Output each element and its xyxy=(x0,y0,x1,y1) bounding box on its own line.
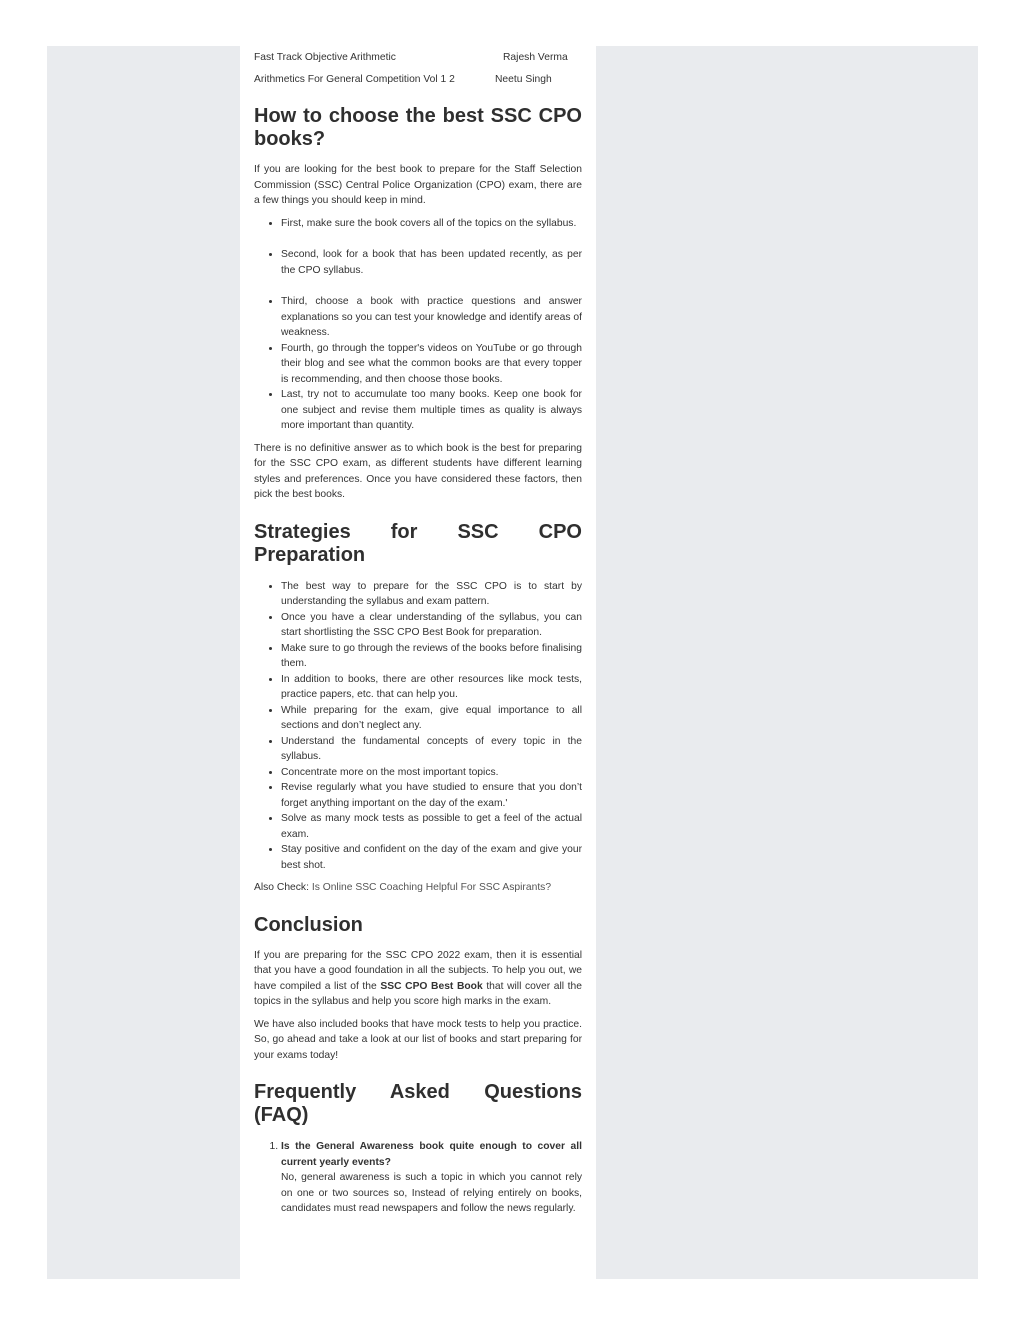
article-content xyxy=(240,46,596,1279)
book-title: Arithmetics For General Competition Vol 1 2 xyxy=(254,73,455,85)
choose-outro: There is no definitive answer as to which book is the best for preparing for the SSC CPO exam, as different students have different learning styles and preferences. Once you have considered these factors, then pick the best books. xyxy=(254,442,582,500)
faq-answer: No, general awareness is such a topic in which you cannot rely on one or two sources so, Instead of relying entirely on books, candidates must read newspapers and follow the news regularly. xyxy=(281,1172,582,1214)
choose-intro: If you are looking for the best book to prepare for the Staff Selection Commission (SSC) Central Police Organization (CPO) exam, there are a few things you should keep in mind. xyxy=(254,164,582,206)
list-item: • The best way to prepare for the SSC CPO is to start by understanding the syllabus and exam pattern. xyxy=(281,579,582,610)
book-title: Fast Track Objective Arithmetic xyxy=(254,51,396,63)
conclusion-text: If you are preparing for the SSC CPO 2022 exam, then it is essential that you have a good foundation in all the subjects. To help you out, we have compiled a list of the xyxy=(254,949,582,992)
conclusion-text: that will cover all the topics in the syllabus and help you score high marks in the exam. xyxy=(254,980,582,1007)
list-item: • Understand the fundamental concepts of every topic in the syllabus. xyxy=(281,734,582,765)
list-item: • Stay positive and confident on the day of the exam and give your best shot. xyxy=(281,842,582,873)
list-item: • Second, look for a book that has been updated recently, as per the CPO syllabus. xyxy=(281,247,582,278)
list-item: • Last, try not to accumulate too many books. Keep one book for one subject and revise them multiple times as quality is always more important than quantity. xyxy=(281,387,582,434)
book-author: Rajesh Verma xyxy=(503,51,568,63)
choose-heading: How to choose the best SSC CPO books? xyxy=(254,105,582,150)
list-item: • Revise regularly what you have studied to ensure that you don’t forget anything important on the day of the exam.' xyxy=(281,780,582,811)
conclusion-paragraph-1 xyxy=(254,948,582,1010)
list-item: • Fourth, go through the topper's videos on YouTube or go through their blog and see what the common books are that every topper is recommending, and then choose those books. xyxy=(281,341,582,388)
list-item: • Once you have a clear understanding of the syllabus, you can start shortlisting the SSC CPO Best Book for preparation. xyxy=(281,610,582,641)
faq-list xyxy=(254,1139,582,1217)
faq-heading: Frequently Asked Questions (FAQ) xyxy=(254,1081,582,1126)
book-author: Neetu Singh xyxy=(495,73,552,85)
also-check xyxy=(254,880,582,896)
list-item: • First, make sure the book covers all of the topics on the syllabus. xyxy=(281,216,582,232)
book-table-row xyxy=(254,68,582,90)
strategies-heading: Strategies for SSC CPO Preparation xyxy=(254,520,582,566)
list-item: • Concentrate more on the most important topics. xyxy=(281,765,582,781)
conclusion-bold-text: SSC CPO Best Book xyxy=(380,980,483,992)
also-check-link[interactable]: Is Online SSC Coaching Helpful For SSC Aspirants? xyxy=(311,882,552,893)
conclusion-paragraph-2: We have also included books that have mock tests to help you practice. So, go ahead and take a look at our list of books and start preparing for your exams today! xyxy=(254,1018,582,1061)
list-item: • Make sure to go through the reviews of the books before finalising them. xyxy=(281,641,582,672)
list-item: • In addition to books, there are other resources like mock tests, practice papers, etc. that can help you. xyxy=(281,672,582,703)
also-check-label: Also Check: xyxy=(254,882,309,893)
list-item: • While preparing for the exam, give equal importance to all sections and don’t neglect any. xyxy=(281,703,582,734)
strategies-list xyxy=(254,579,582,874)
list-item: • Solve as many mock tests as possible to get a feel of the actual exam. xyxy=(281,811,582,842)
choose-list xyxy=(254,216,582,434)
faq-item xyxy=(281,1139,582,1217)
faq-question: Is the General Awareness book quite enough to cover all current yearly events? xyxy=(281,1141,582,1168)
book-table-row xyxy=(254,46,582,68)
conclusion-heading: Conclusion xyxy=(254,913,363,936)
list-item: • Third, choose a book with practice questions and answer explanations so you can test your knowledge and identify areas of weakness. xyxy=(281,294,582,341)
